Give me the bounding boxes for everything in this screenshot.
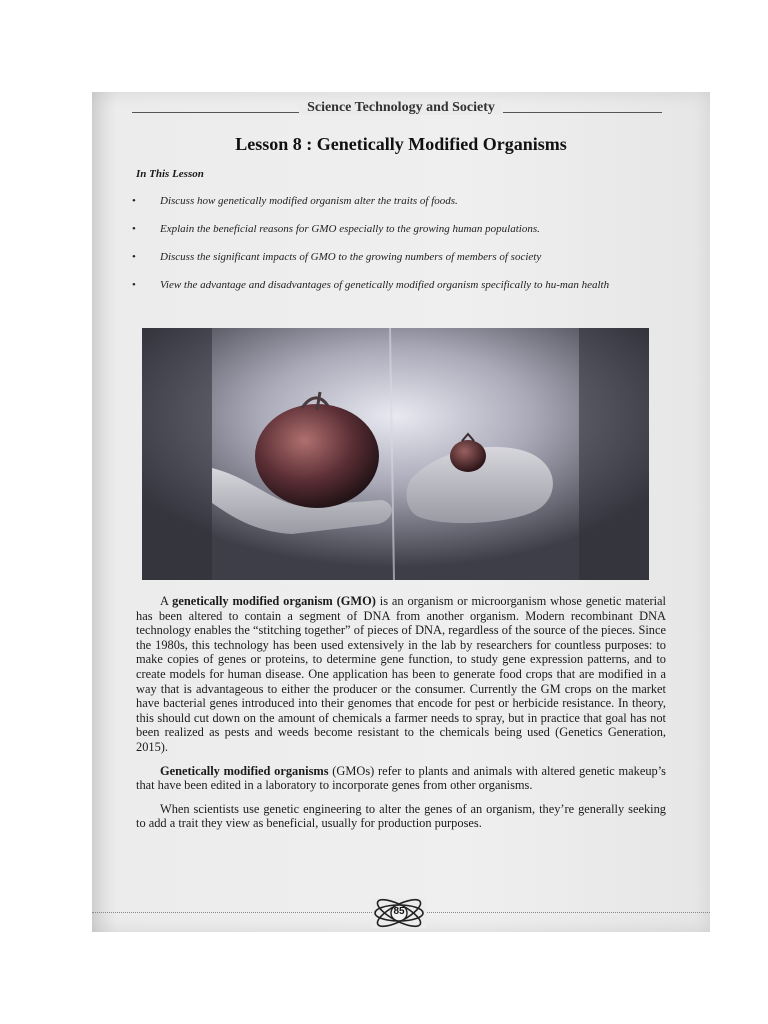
tomato-hands-photo [142,328,649,580]
term-gmo: genetically modified organism (GMO) [172,594,376,608]
atom-icon [372,898,426,928]
objective-item: • View the advantage and disadvantages of genetically modified organism specifically to hu-man health [130,278,670,292]
objectives-list [130,194,670,306]
running-title: Science Technology and Society [299,100,503,115]
objective-item: • Discuss how genetically modified organism alter the traits of foods. [130,194,670,208]
running-head [92,100,710,116]
paragraph-gmo-definition: A genetically modified organism (GMO) is an organism or microorganism whose genetic material has been altered to contain a segment of DNA from another organism. Modern recombinant DNA technology enables the “stitching together” of pieces of DNA, regardless of the source of the pieces. Since the 1980s, this technology has been used extensively in the lab by researchers for countless purposes: to make copies of genes or proteins, to determine gene function, to study gene expression patterns, and to create models for human disease. One application has been to generate food crops that are modified in a way that is advantageous to either the producer or the consumer. Currently the GM crops on the market have bacterial genes introduced into their genomes that encode for pest or herbicide resistance. In theory, this should cut down on the amount of chemicals a farmer needs to spray, but in practice that goal has not been realized as pests and weeds become resistant to the chemicals being used (Genetics Generation, 2015). [136,594,666,754]
term-gmos: Genetically modified organisms [160,763,329,778]
paragraph-gmos: Genetically modified organisms (GMOs) refer to plants and animals with altered genetic makeup’s that have been edited in a laboratory to incorporate genes from other organisms. [136,763,666,793]
paragraph-genetic-engineering: When scientists use genetic engineering to alter the genes of an organism, they’re generally seeking to add a trait they view as beneficial, usually for production purposes. [136,801,666,831]
objective-item: • Explain the beneficial reasons for GMO especially to the growing human populations. [130,222,670,236]
page-number: 85 [393,906,405,917]
body-text [136,594,666,840]
objective-item: • Discuss the significant impacts of GMO to the growing numbers of members of society [130,250,670,264]
lesson-title: Lesson 8 : Genetically Modified Organisms [235,134,567,154]
objectives-heading: In This Lesson [136,168,204,180]
page-footer [92,898,710,928]
book-page [92,92,710,932]
